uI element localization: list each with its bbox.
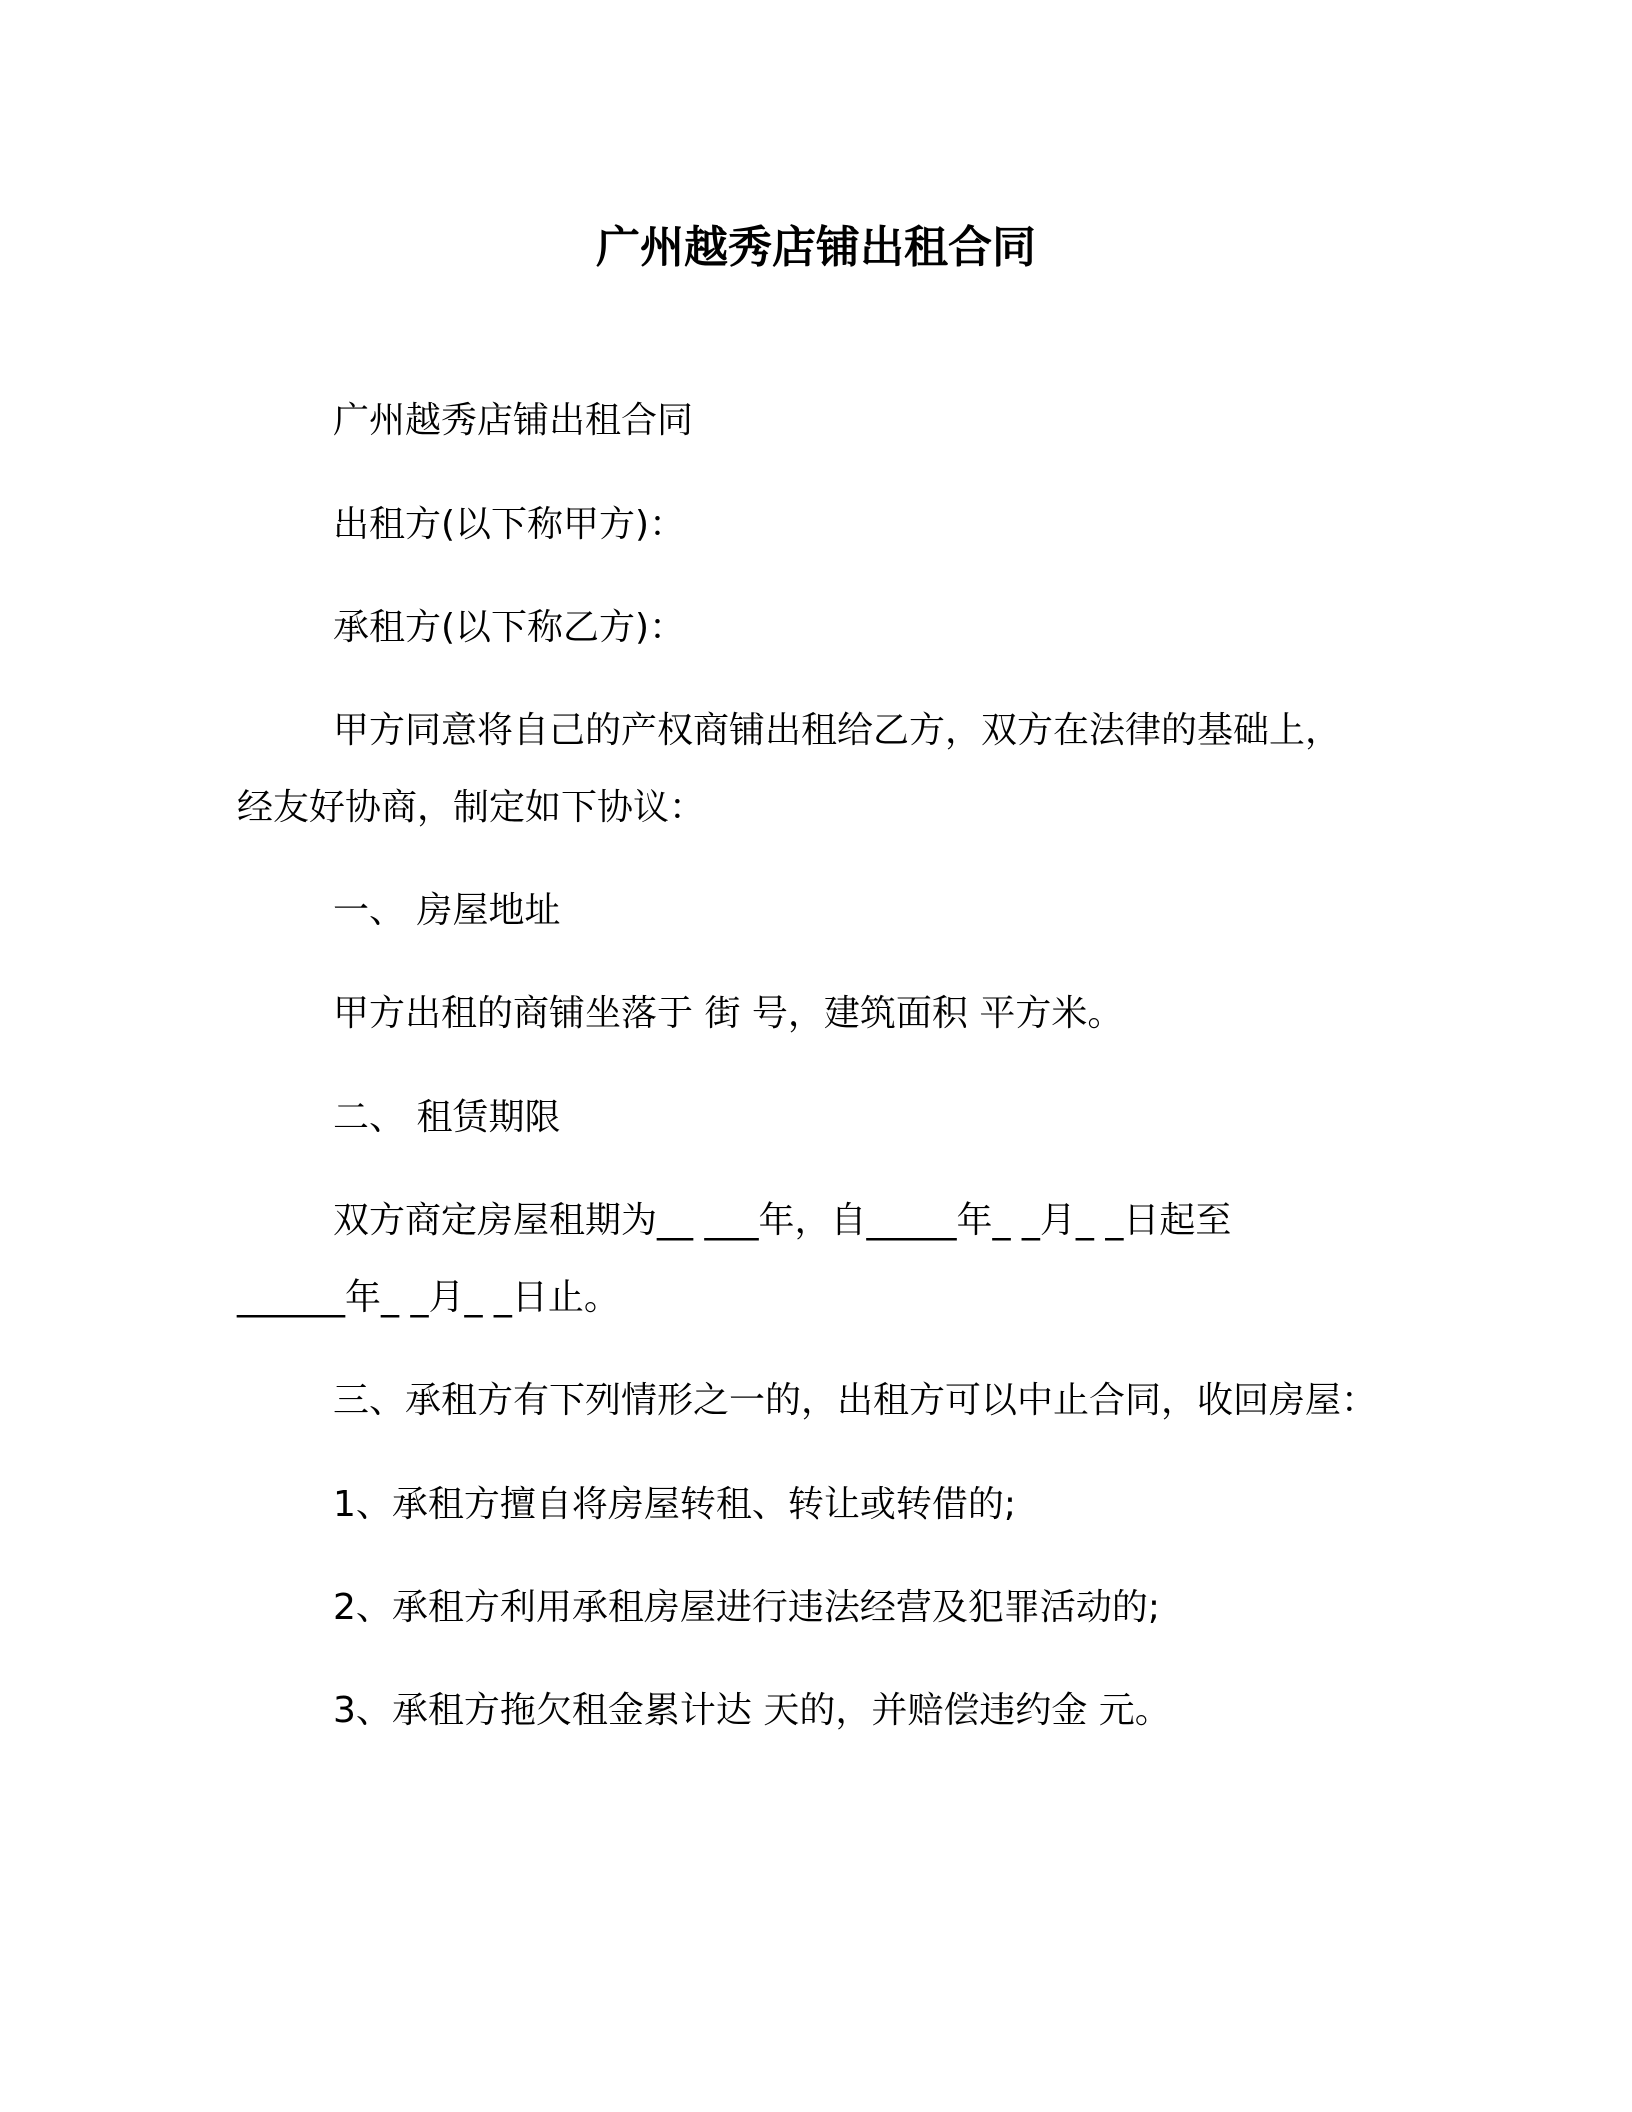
section-1-text: 甲方出租的商铺坐落于 街 号，建筑面积 平方米。 <box>333 993 1124 1034</box>
preamble-line-1: 甲方同意将自己的产权商铺出租给乙方，双方在法律的基础上， <box>333 710 1342 751</box>
clause-3: 3、承租方拖欠租金累计达 天的，并赔偿违约金 元。 <box>333 1690 1171 1731</box>
section-1-heading: 一、 房屋地址 <box>333 890 561 931</box>
lessor-line: 出租方(以下称甲方)： <box>333 504 686 545</box>
preamble-line-2: 经友好协商，制定如下协议： <box>237 787 706 828</box>
section-2-text-line-1: 双方商定房屋租期为__ ___年，自_____年_ _月_ _日起至 <box>333 1200 1232 1241</box>
section-2-heading: 二、 租赁期限 <box>333 1097 561 1138</box>
body-heading: 广州越秀店铺出租合同 <box>333 400 694 441</box>
lessee-line: 承租方(以下称乙方)： <box>333 607 686 648</box>
section-3-heading: 三、承租方有下列情形之一的，出租方可以中止合同，收回房屋： <box>333 1380 1378 1421</box>
clause-1: 1、承租方擅自将房屋转租、转让或转借的; <box>333 1484 1017 1525</box>
document-title: 广州越秀店铺出租合同 <box>596 222 1036 273</box>
clause-2: 2、承租方利用承租房屋进行违法经营及犯罪活动的; <box>333 1587 1161 1628</box>
section-2-text-line-2: ______年_ _月_ _日止。 <box>237 1277 620 1318</box>
